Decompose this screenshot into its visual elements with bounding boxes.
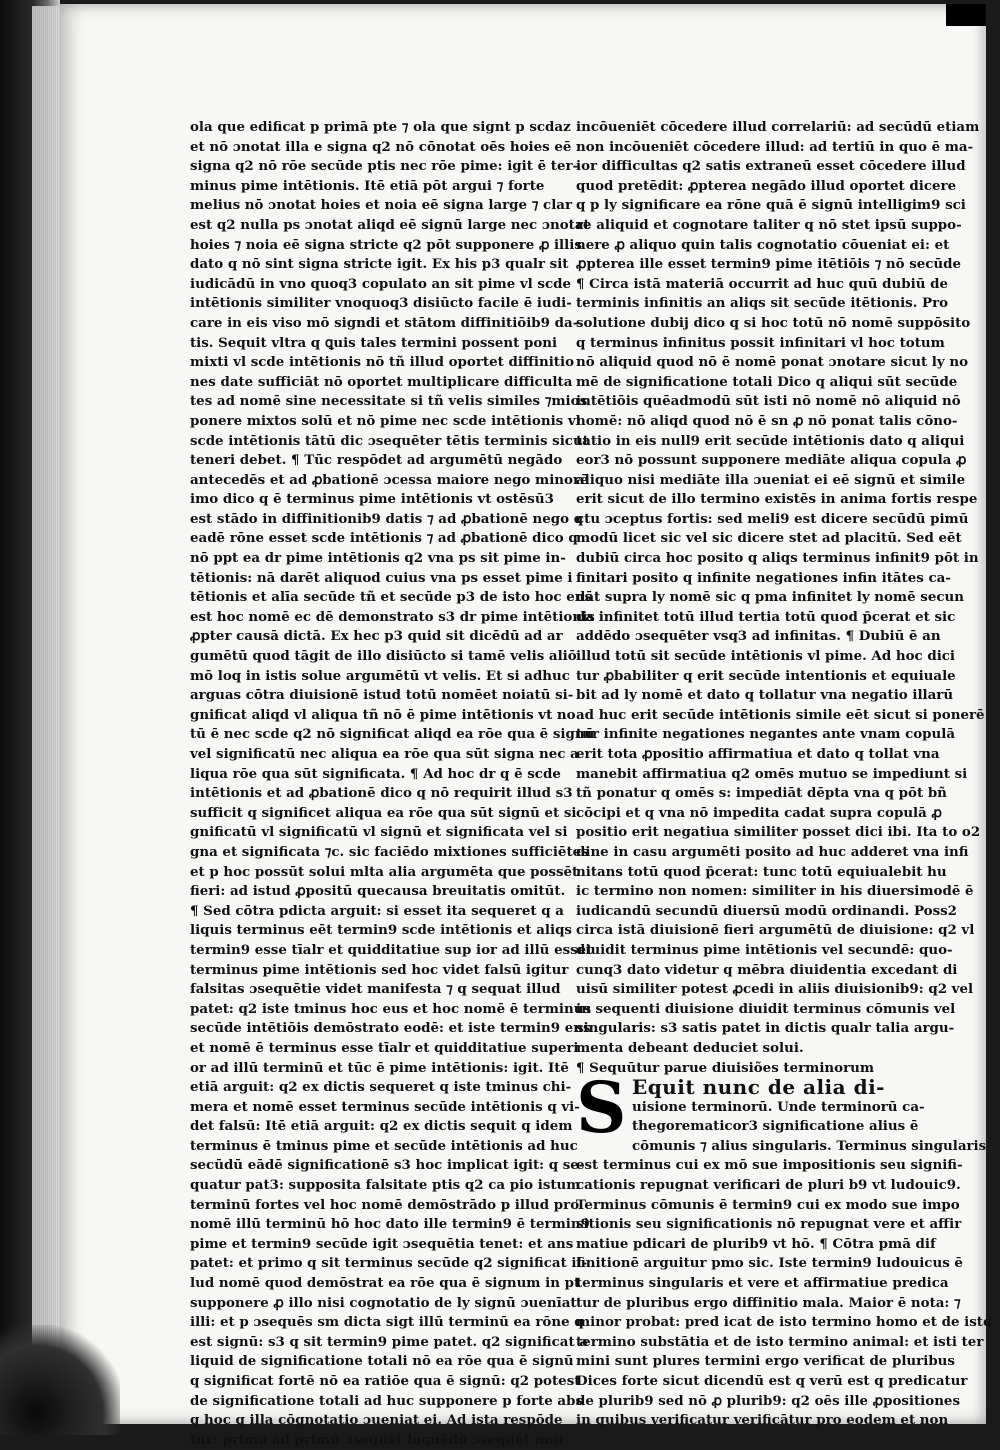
- text-line: tētionis: nā darēt aliquod cuius vna ps esset pime i: [190, 569, 573, 586]
- text-line: ¶ Sed cōtra pdicta arguit: si esset ita sequeret q a: [190, 902, 564, 919]
- text-line: nes date sufficiāt nō oportet multiplicare difficulta: [190, 373, 573, 390]
- text-line: terminus pime intētionis sed hoc videt falsū igitur: [190, 961, 569, 978]
- text-line: scde intētionis tātū dic ɔsequēter tētis terminis sicut: [190, 432, 589, 449]
- text-line: non incōueniēt cōcedere illud: ad tertiū in quo ē ma-: [576, 138, 974, 155]
- text-line: secūdū eādē significationē s3 hoc implicat igit: q se-: [190, 1157, 585, 1174]
- text-line: gumētū quod tāgit de illo disiūcto si tamē velis aliō: [190, 648, 577, 665]
- text-line: patet: et primo q sit terminus secūde q2 significat il-: [190, 1255, 588, 1272]
- text-line: signa q2 nō rōe secūde ptis nec rōe pime: igit ē ter-: [190, 158, 579, 175]
- text-line: quod pretēdit: ꝓpterea negādo illud oportet dicere: [576, 177, 957, 194]
- text-line: sufficit q significet aliqua ea rōe qua sūt signū et si: [190, 804, 577, 821]
- text-line: et p hoc possūt solui mlta alia argumēta que possēt: [190, 863, 579, 880]
- text-line: terminis infinitis an aliqs sit secūde itētionis. Pro: [576, 295, 949, 312]
- text-line: nō aliquid quod nō ē nomē ponat ɔnotare sicut ly no: [576, 354, 969, 371]
- text-line: supponere ꝓ illo nisi cognotatio de ly signū ɔuenīat: [190, 1294, 577, 1311]
- text-line: iudicādū in vno quoq3 copulato an sit pime vl scde: [190, 275, 572, 292]
- text-line: intētionis similiter vnoquoq3 disiūcto facile ē iudi-: [190, 295, 572, 312]
- text-line: manebit affirmatiua q2 omēs mutuo se impediunt si: [576, 765, 968, 782]
- text-line: fieri: ad istud ꝓpositū quecausa breuitatis omitūt.: [190, 883, 566, 900]
- text-line: Dices forte sicut dicendū est q verū est q predicatur: [576, 1373, 968, 1389]
- decorated-initial: S: [576, 1066, 627, 1150]
- left-text-column: [190, 118, 595, 1448]
- text-line: est signū: s3 q sit termin9 pime patet. q2 significat a: [190, 1333, 589, 1350]
- text-line: illi: et p ɔsequēs sm dicta sigt illū terminū ea rōne q: [190, 1314, 584, 1331]
- text-line: cōcipi et q vna nō impedita cadat supra copulā ꝓ: [576, 804, 942, 821]
- text-line: est hoc nomē ec dē demonstrato s3 dr pime intētionis: [190, 608, 595, 625]
- text-line: iudicandū secundū diuersū modū ordinandi. Poss2: [576, 902, 957, 919]
- text-line: incōueniēt cōcedere illud correlariū: ad secūdū etiam: [576, 119, 980, 135]
- text-line: addēdo ɔsequēter vsq3 ad infinitas. ¶ Dubiū ē an: [576, 628, 941, 645]
- text-line: nere ꝓ aliquo quin talis cognotatio cōueniat ei: et: [576, 236, 950, 253]
- text-line: tur ꝓbabiliter q erit secūde intentionis et equiuale: [576, 667, 956, 684]
- text-line: tur de pluribus ergo diffinitio mala. Maior ē nota: ⁊: [576, 1294, 961, 1311]
- text-line: aliquo nisi mediāte illa ɔueniat ei eē signū et simile: [576, 471, 966, 488]
- text-line: gnificat aliqd vl aliqua tñ nō ē pime intētionis vt no: [190, 706, 576, 723]
- text-line: imo dico q ē terminus pime intētionis vt ostēsū3: [190, 491, 554, 508]
- text-line: tū ē nec scde q2 nō significat aliqd ea rōe qua ē signū: [190, 726, 595, 743]
- text-line: de plurib9 sed nō ꝓ plurib9: q2 oēs ille ꝓpositiones: [576, 1392, 960, 1409]
- text-line: singularis: s3 satis patet in dictis qualr talia argu-: [576, 1020, 955, 1037]
- text-line: mē de significatione totali Dico q aliqui sūt secūde: [576, 373, 958, 390]
- text-line: est stādo in diffinitionib9 datis ⁊ ad ꝓbationē nego q: [190, 510, 584, 527]
- text-line: termino substātia et de isto termino animal: et isti ter: [576, 1333, 984, 1350]
- section-heading: Equit nunc de alia di-: [632, 1075, 885, 1100]
- text-line: tur: primo ad primū ɔsequēt loquēdo ɔsequēt non: [190, 1431, 563, 1448]
- text-line: est terminus cui ex mō sue impositionis seu signifi-: [576, 1157, 963, 1174]
- text-line: terminus singularis et vere et affirmatiue predica: [576, 1275, 949, 1292]
- text-line: ctu ɔceptus fortis: sed meli9 est dicere secūdū pimū: [576, 510, 969, 527]
- text-line: intētionis et ad ꝓbationē dico q nō requirit illud s3: [190, 785, 573, 802]
- text-line: uisione terminorū. Unde terminorū ca-: [632, 1098, 925, 1115]
- text-line: modū licet sic vel sic dicere stet ad placitū. Sed eēt: [576, 530, 962, 547]
- text-line: tes ad nomē sine necessitate si tñ velis similes ⁊mios: [190, 393, 588, 410]
- text-line: liqua rōe qua sūt significata. ¶ Ad hoc dr q ē scde: [190, 765, 561, 782]
- text-line: antecedēs et ad ꝓbationē ɔcessa maiore nego minorē: [190, 471, 589, 488]
- text-line: cationis repugnat verificari de pluri b9 vt ludouic9.: [576, 1177, 961, 1194]
- text-line: hoies ⁊ noia eē signa stricte q2 pōt supponere ꝓ illis: [190, 236, 582, 253]
- text-line: liquis terminus eēt termin9 scde intētionis et aliqs: [190, 922, 572, 939]
- text-line: de significatione totali ad huc supponere p forte abs: [190, 1392, 583, 1409]
- text-line: intētiōis quēadmodū sūt isti nō nomē nō aliquid nō: [576, 393, 961, 410]
- text-line: ponere mixtos solū et nō pime nec scde intētionis vl: [190, 412, 581, 429]
- text-line: positio erit negatiua similiter posset dici ibi. Ita to o2: [576, 824, 981, 841]
- text-line: etiā arguit: q2 ex dictis sequeret q iste tminus chi-: [190, 1079, 572, 1096]
- text-line: nitans totū quod p̄cerat: tunc totū equiualebit hu: [576, 863, 947, 880]
- text-line: solutione dubij dico q si hoc totū nō nomē suppōsito: [576, 314, 971, 331]
- text-line: eadē rōne esset scde intētionis ⁊ ad ꝓbationē dico q: [190, 530, 578, 547]
- text-line: liquid de significatione totali nō ea rōe qua ē signū: [190, 1353, 574, 1370]
- text-line: in quibus verificatur verificātur pro eodem et non: [576, 1412, 949, 1429]
- text-line: dine in casu argumēti posito ad huc adderet vna infi: [576, 843, 969, 860]
- text-line: est q2 nulla ps ɔnotat aliqd eē signū large nec ɔnotat: [190, 216, 590, 233]
- text-line: q p ly significare ea rōne quā ē signū intelligim9 sci: [576, 197, 966, 214]
- text-line: lud nomē quod demōstrat ea rōe qua ē signum in pt: [190, 1275, 581, 1292]
- text-line: ad huc erit secūde intētionis simile eēt sicut si ponerē: [576, 706, 985, 723]
- text-line: vel significatū nec aliqua ea rōe qua sūt signa nec a: [190, 746, 579, 762]
- text-line: nomē: nō aliqd quod nō ē sn ꝓ nō ponat talis cōno-: [576, 412, 958, 429]
- text-line: et nomē ē terminus esse tīalr et quidditatiue superi: [190, 1039, 579, 1056]
- text-line: sitionis seu significationis nō repugnat vere et affir: [576, 1216, 962, 1233]
- text-line: q significat fortē nō ea ratiōe qua ē signū: q2 potest: [190, 1373, 581, 1389]
- text-line: mō loq in istis solue argumētū vt velis. Et si adhuc: [190, 667, 570, 684]
- text-line: cunq3 dato videtur q mēbra diuidentia excedant di: [576, 961, 958, 978]
- text-line: et nō ɔnotat illa e signa q2 nō cōnotat oēs hoies eē: [190, 138, 572, 155]
- text-line: dato q nō sint signa stricte igit. Ex his p3 qualr sit: [190, 256, 569, 273]
- text-line: or ad illū terminū et tūc ē pime intētionis: igit. Itē: [190, 1059, 569, 1076]
- text-line: teneri debet. ¶ Tūc respōdet ad argumētū negādo: [190, 452, 563, 469]
- text-line: ¶ Sequūtur parue diuisiões terminorum: [576, 1059, 875, 1076]
- right-text-column: [576, 118, 992, 1429]
- text-line: da infinitet totū illud tertia totū quod p̄cerat et sic: [576, 608, 956, 625]
- text-line: ic termino non nomen: similiter in his diuersimodē ē: [576, 883, 974, 900]
- text-line: in sequenti diuisione diuidit terminus cōmunis vel: [576, 1000, 956, 1017]
- text-line: ¶ Circa istā materiā occurrit ad huc quū dubiū de: [576, 275, 948, 292]
- text-line: minus pime intētionis. Itē etiā pōt argui ⁊ forte: [190, 177, 545, 194]
- text-line: mini sunt plures termini ergo verificat de pluribus: [576, 1353, 955, 1370]
- text-line: ior difficultas q2 satis extraneū esset cōcedere illud: [576, 158, 966, 175]
- text-line: dāt supra ly nomē sic q pma infinitet ly nomē secun: [576, 589, 964, 606]
- text-line: tatio in eis null9 erit secūde intētionis dato q aliqui: [576, 432, 965, 449]
- text-line: q hoc q illa cōgnotatio ɔueniat ei. Ad ista respōde: [190, 1412, 563, 1429]
- text-line: nō ppt ea dr pime intētionis q2 vna ps sit pime in-: [190, 550, 566, 567]
- text-line: arguas cōtra diuisionē istud totū nomēet noiatū si-: [190, 687, 574, 704]
- text-line: cōmunis ⁊ alius singularis. Terminus singularis: [632, 1137, 987, 1154]
- text-line: terminus ē tminus pime et secūde intētionis ad huc: [190, 1137, 578, 1154]
- text-line: eor3 nō possunt supponere mediāte aliqua copula ꝓ: [576, 452, 967, 469]
- text-line: care in eis viso mō signdi et stātom diffinitiōib9 da-: [190, 314, 579, 331]
- text-line: ola que edificat p primā pte ⁊ ola que signt p scdaz: [190, 119, 571, 135]
- text-line: circa istā diuisionē fieri argumētū de diuisione: q2 vl: [576, 922, 975, 939]
- text-line: mera et nomē esset terminus secūde intētionis q vi-: [190, 1098, 580, 1115]
- text-line: patet: q2 iste tminus hoc eus et hoc nomē ē terminus: [190, 1000, 591, 1017]
- text-line: re aliquid et cognotare taliter q nō stet ipsū suppo-: [576, 216, 962, 233]
- text-line: finitionē arguitur pmo sic. Iste termin9 ludouicus ē: [576, 1255, 963, 1272]
- text-line: q terminus infinitus possit infinitari vl hoc totum: [576, 334, 945, 351]
- text-line: matiue pdicari de plurib9 vt hō. ¶ Cōtra pmā dif: [576, 1235, 936, 1252]
- text-line: gnificatū vl significatū vl signū et significata vel si: [190, 824, 568, 841]
- text-line: det falsū: Itē etiā arguit: q2 ex dictis sequit q idem: [190, 1118, 573, 1135]
- text-line: melius nō ɔnotat hoies et noia eē signa large ⁊ clar: [190, 197, 573, 214]
- text-line: quatur pat3: supposita falsitate ptis q2 ca pio istum: [190, 1177, 581, 1194]
- text-line: diuidit terminus pime intētionis vel secundē: quo-: [576, 941, 953, 958]
- text-line: termin9 esse tīalr et quidditatiue sup ior ad illū esset: [190, 941, 593, 958]
- text-line: menta debeant deduciet solui.: [576, 1039, 804, 1056]
- text-line: mixti vl scde intētionis nō tñ illud oportet diffinitio: [190, 354, 575, 371]
- text-line: nomē illū terminū hō hoc dato ille termin9 ē termin9: [190, 1216, 590, 1233]
- text-line: gna et significata ⁊c. sic faciēdo mixtiones sufficiētes: [190, 843, 589, 860]
- text-line: minor probat: pred icat de isto termino homo et de isto: [576, 1314, 992, 1331]
- text-line: tur infinite negationes negantes ante vnam copulā: [576, 726, 956, 743]
- text-line: terminū fortes vel hoc nomē demōstrādo p illud pro: [190, 1196, 580, 1213]
- text-line: uisū similiter potest ꝓcedi in aliis diuisionib9: q2 vel: [576, 981, 974, 998]
- thumb-shadow: [0, 1325, 120, 1435]
- text-line: bit ad ly nomē et dato q tollatur vna negatio illarū: [576, 687, 954, 704]
- text-line: dubiū circa hoc posito q aliqs terminus infinit9 pōt in: [576, 550, 979, 567]
- text-line: tñ ponatur q omēs s: impediāt dēpta vna q pōt bñ: [576, 785, 947, 802]
- text-line: pime et termin9 secūde igit ɔsequētia tenet: et ans: [190, 1235, 574, 1252]
- text-line: Terminus cōmunis ē termin9 cui ex modo sue impo: [576, 1196, 960, 1213]
- text-line: ꝓpter causā dictā. Ex hec p3 quid sit dicēdū ad ar: [190, 628, 563, 645]
- text-line: erit sicut de illo termino existēs in anima fortis respe: [576, 491, 978, 508]
- text-line: erit tota ꝓpositio affirmatiua et dato q tollat vna: [576, 746, 940, 762]
- text-line: thegorematicor3 significatione alius ē: [632, 1118, 919, 1135]
- text-line: tis. Sequit vltra q ꝗuis tales termini possent poni: [190, 334, 558, 351]
- text-line: illud totū sit secūde intētionis vl pime. Ad hoc dici: [576, 648, 956, 665]
- text-line: tētionis et alīa secūde tñ et secūde p3 de isto hoc ens: [190, 589, 592, 606]
- text-line: finitari posito q infinite negationes infin itātes ca-: [576, 569, 951, 586]
- text-line: secūde intētiōis demōstrato eodē: et iste termin9 ens: [190, 1020, 591, 1037]
- text-line: falsitas ɔsequētie videt manifesta ⁊ q sequat illud: [190, 981, 561, 998]
- page-corner-clip: [946, 4, 986, 26]
- text-line: ꝓpterea ille esset termin9 pime itētiōis ⁊ nō secūde: [576, 256, 962, 273]
